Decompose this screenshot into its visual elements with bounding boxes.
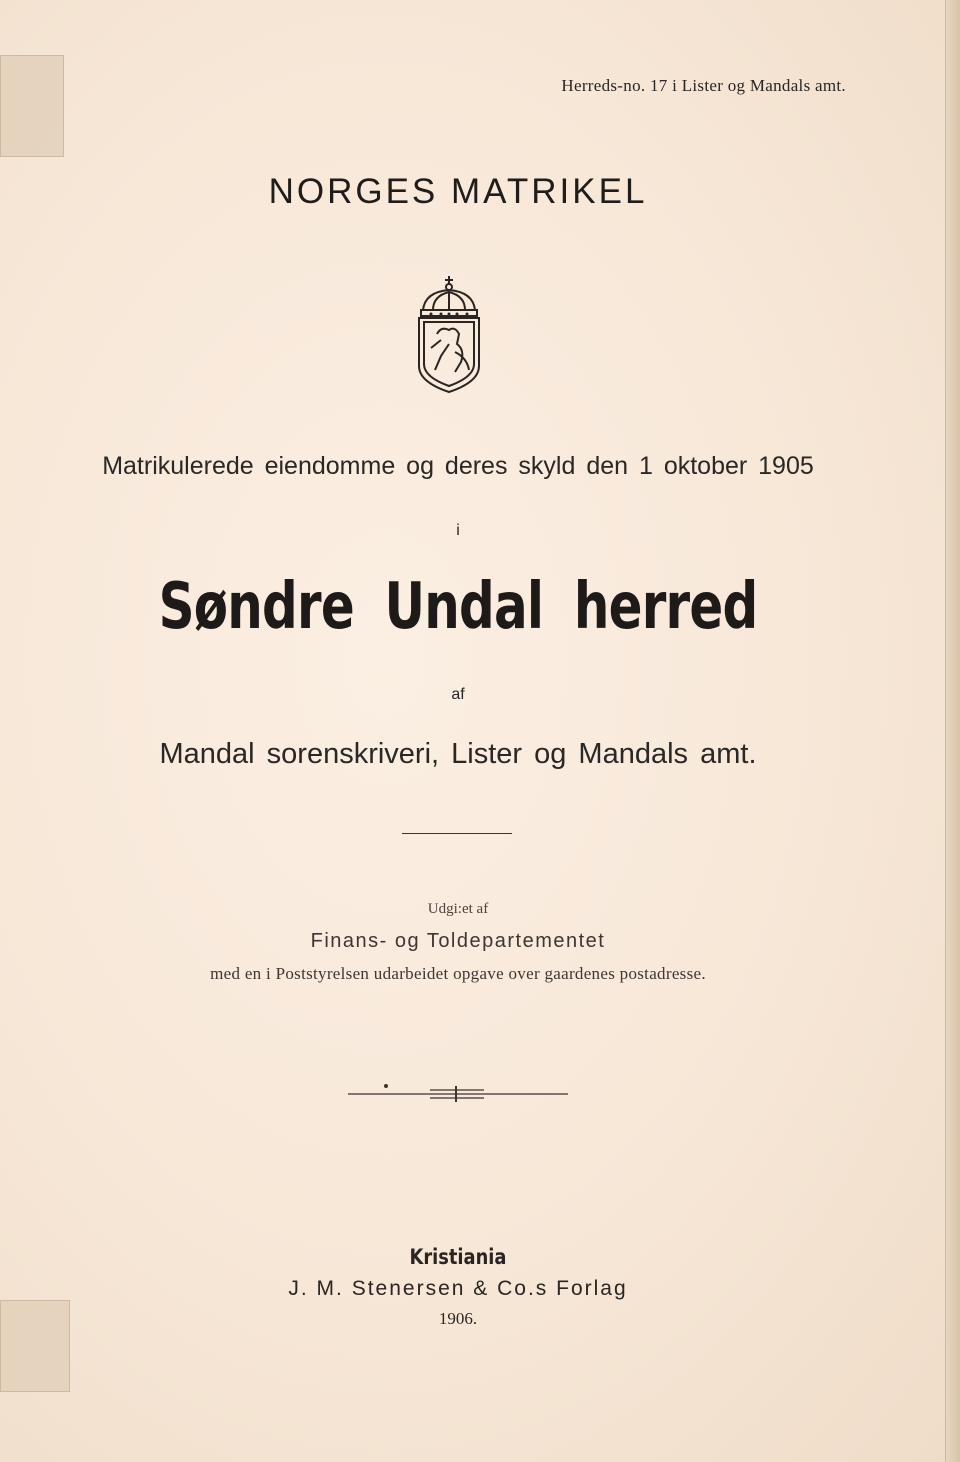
main-title: Søndre Undal herred <box>158 570 758 644</box>
district-line: Mandal sorenskriveri, Lister og Mandals amt. <box>159 738 757 770</box>
preposition-af: af <box>451 686 465 703</box>
coat-of-arms-icon <box>411 274 487 394</box>
ornamental-rule-icon <box>346 1080 570 1104</box>
subtitle: Matrikulerede eiendomme og deres skyld den 1 oktober 1905 <box>102 452 814 480</box>
department-name: Finans- og Toldepartementet <box>310 930 606 952</box>
header-reference: Herreds-no. 17 i Lister og Mandals amt. <box>561 76 846 95</box>
imprint-publisher: J. M. Stenersen & Co.s Forlag <box>288 1277 628 1300</box>
publisher-label: Udgi:et af <box>427 901 489 917</box>
page-edge <box>945 0 960 1462</box>
postal-note: med en i Poststyrelsen udarbeidet opgave over gaardenes postadresse. <box>210 964 706 983</box>
divider-rule <box>402 833 512 834</box>
series-title: NORGES MATRIKEL <box>268 172 648 211</box>
imprint-year: 1906. <box>438 1309 478 1328</box>
preposition-i: i <box>456 522 460 539</box>
imprint-city: Kristiania <box>409 1245 507 1269</box>
tape-top-left <box>0 55 64 157</box>
